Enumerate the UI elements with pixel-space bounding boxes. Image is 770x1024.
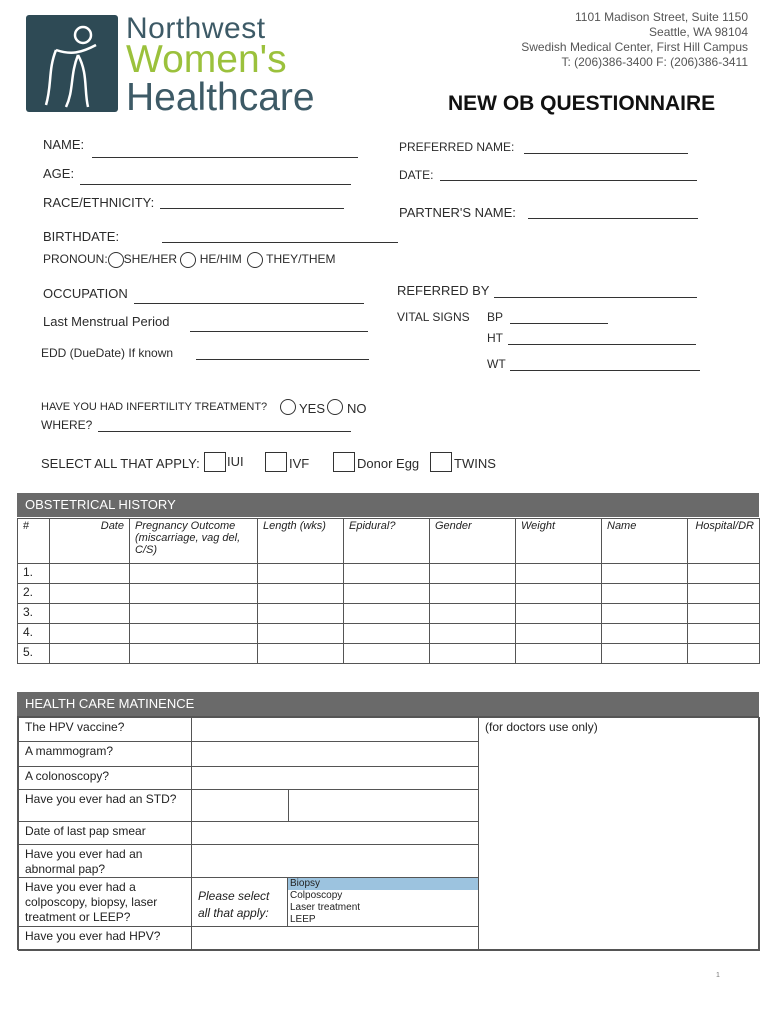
edd-label: EDD (DueDate) If known: [41, 346, 174, 360]
iui-label: IUI: [227, 454, 244, 469]
answer-hpv-vaccine[interactable]: [191, 717, 479, 742]
option-biopsy[interactable]: Biopsy: [288, 878, 478, 890]
please-select-label: Please select all that apply:: [191, 877, 288, 927]
pronoun-she-label: SHE/HER: [123, 252, 178, 267]
table-header-row: [18, 519, 760, 564]
col-pregnancy-outcome: Pregnancy Outcome (miscarriage, vag del, C/S): [130, 519, 258, 564]
twins-label: TWINS: [454, 456, 496, 471]
col-length: Length (wks): [258, 519, 344, 564]
row-number: 1.: [18, 564, 50, 584]
table-row: [18, 604, 760, 624]
logo-text-northwest: Northwest: [126, 12, 266, 45]
question-mammogram: A mammogram?: [18, 741, 192, 767]
donor-egg-label: Donor Egg: [357, 456, 420, 471]
referred-by-label: REFERRED BY: [397, 283, 490, 298]
col-date: Date: [50, 519, 130, 564]
question-hpv-vaccine: The HPV vaccine?: [18, 717, 192, 742]
ivf-checkbox[interactable]: [265, 452, 287, 472]
col-weight: Weight: [516, 519, 602, 564]
row-number: 5.: [18, 644, 50, 664]
document-title: NEW OB QUESTIONNAIRE: [448, 92, 716, 115]
ht-label: HT: [487, 331, 503, 345]
page-number: 1: [716, 972, 720, 979]
birthdate-label: BIRTHDATE:: [43, 229, 120, 244]
col-name: Name: [602, 519, 688, 564]
answer-mammogram[interactable]: [191, 741, 479, 767]
occupation-field[interactable]: [134, 303, 364, 304]
address-line-3: Swedish Medical Center, First Hill Campus: [521, 40, 748, 54]
question-abnormal-pap: Have you ever had an abnormal pap?: [18, 844, 192, 878]
partner-label: PARTNER'S NAME:: [399, 205, 516, 220]
referred-by-field[interactable]: [494, 297, 697, 298]
lmp-field[interactable]: [190, 331, 368, 332]
age-field[interactable]: [80, 184, 351, 185]
question-hpv: Have you ever had HPV?: [18, 926, 192, 951]
where-field[interactable]: [98, 431, 351, 432]
pronoun-label: PRONOUN:: [43, 252, 108, 267]
question-colonoscopy: A colonoscopy?: [18, 766, 192, 790]
ht-field[interactable]: [508, 344, 696, 345]
doctors-notes-area[interactable]: [478, 717, 760, 951]
question-std: Have you ever had an STD?: [18, 789, 192, 822]
address-line-4: T: (206)386-3400 F: (206)386-3411: [561, 55, 748, 69]
wt-field[interactable]: [510, 370, 700, 371]
health-care-table: [17, 716, 759, 950]
question-colposcopy: Have you ever had a colposcopy, biopsy, laser treatment or LEEP?: [18, 877, 192, 927]
col-gender: Gender: [430, 519, 516, 564]
iui-checkbox[interactable]: [204, 452, 226, 472]
infertility-yes-label: YES: [299, 401, 326, 416]
address-line-2: Seattle, WA 98104: [649, 25, 748, 39]
age-label: AGE:: [43, 166, 75, 181]
option-laser-treatment[interactable]: Laser treatment: [290, 902, 361, 913]
clinic-address: [521, 10, 748, 70]
ivf-label: IVF: [289, 456, 310, 471]
twins-checkbox[interactable]: [430, 452, 452, 472]
obstetrical-history-heading: OBSTETRICAL HISTORY: [17, 493, 759, 517]
preferred-name-label: PREFERRED NAME:: [399, 140, 515, 154]
pronoun-they-label: THEY/THEM: [266, 252, 336, 267]
table-row: [18, 584, 760, 604]
row-number: 2.: [18, 584, 50, 604]
figure-icon: [26, 15, 118, 112]
col-epidural: Epidural?: [344, 519, 430, 564]
doctors-use-label: (for doctors use only): [485, 720, 598, 734]
infertility-yes-radio[interactable]: [280, 399, 296, 415]
select-all-label: SELECT ALL THAT APPLY:: [41, 456, 200, 471]
birthdate-field[interactable]: [162, 242, 398, 243]
address-line-1: 1101 Madison Street, Suite 1150: [574, 10, 748, 24]
race-field[interactable]: [160, 208, 344, 209]
answer-hpv[interactable]: [191, 926, 479, 951]
infertility-no-radio[interactable]: [327, 399, 343, 415]
partner-field[interactable]: [528, 218, 698, 219]
logo-emblem: [26, 15, 118, 112]
bp-field[interactable]: [510, 323, 608, 324]
preferred-name-field[interactable]: [524, 153, 688, 154]
col-hospital: Hospital/DR: [688, 519, 760, 564]
procedure-listbox[interactable]: [287, 877, 479, 927]
donor-egg-checkbox[interactable]: [333, 452, 355, 472]
occupation-label: OCCUPATION: [43, 286, 128, 301]
answer-pap-date[interactable]: [191, 821, 479, 845]
name-label: NAME:: [43, 137, 85, 152]
row-number: 4.: [18, 624, 50, 644]
table-row: [18, 564, 760, 584]
answer-std-yes[interactable]: [191, 789, 289, 822]
question-pap-date: Date of last pap smear: [18, 821, 192, 845]
bp-label: BP: [487, 310, 504, 324]
wt-label: WT: [487, 357, 506, 371]
option-leep[interactable]: LEEP: [290, 914, 316, 925]
infertility-question: HAVE YOU HAD INFERTILITY TREATMENT?: [41, 401, 268, 413]
date-label: DATE:: [399, 168, 434, 182]
obstetrical-history-table: [17, 518, 760, 664]
option-colposcopy[interactable]: Colposcopy: [290, 890, 343, 901]
answer-colonoscopy[interactable]: [191, 766, 479, 790]
table-row: [18, 624, 760, 644]
date-field[interactable]: [440, 180, 697, 181]
col-number: #: [18, 519, 50, 564]
pronoun-he-label: HE/HIM: [199, 252, 242, 267]
race-label: RACE/ETHNICITY:: [43, 195, 155, 210]
where-label: WHERE?: [41, 418, 93, 432]
pronoun-row: [43, 252, 336, 268]
name-field[interactable]: [92, 157, 358, 158]
infertility-no-label: NO: [347, 401, 367, 416]
health-care-heading: HEALTH CARE MATINENCE: [17, 692, 759, 716]
pronoun-they-radio[interactable]: [247, 252, 263, 268]
pronoun-he-radio[interactable]: [180, 252, 196, 268]
answer-abnormal-pap[interactable]: [191, 844, 479, 878]
vital-signs-label: VITAL SIGNS: [397, 310, 470, 324]
pronoun-she-radio[interactable]: [108, 252, 124, 268]
edd-field[interactable]: [196, 359, 369, 360]
row-number: 3.: [18, 604, 50, 624]
table-row: [18, 644, 760, 664]
logo-text-womens: Women's: [126, 38, 287, 81]
logo-text-healthcare: Healthcare: [126, 76, 315, 119]
lmp-label: Last Menstrual Period: [43, 314, 170, 329]
answer-std-detail[interactable]: [288, 789, 479, 822]
